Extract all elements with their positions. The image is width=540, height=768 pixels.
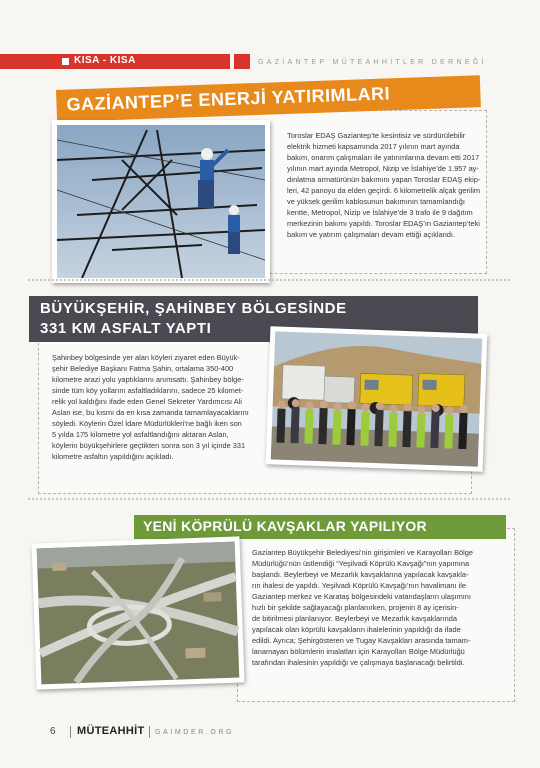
footer-divider [149,726,150,738]
article1-line: ve yüksek gerilim kablosunun bakımının tamamlandığı [287,197,465,206]
page-number: 6 [50,726,56,737]
article2-line: köylerin büyükşehirlere geçtikten sonra son 3 yıl içinde 331 [52,441,246,450]
section-header-bar [0,54,230,69]
article2-line: 5 yılda 175 kilometre yol asfaltlandığını aktaran Aslan, [52,430,229,439]
officials-with-trucks-image [266,326,488,471]
footer-divider [70,726,71,738]
article2-line: Şahinbey bölgesinde yer alan köyleri ziyaret eden Büyük- [52,353,240,362]
article3-line: lanamayan bölümlerin imalatları için Karayolları Bölge Müdürlüğü [252,647,465,656]
article2-line: relik yol kaldığını ifade eden Genel Sekreter Yardımcısı Ali [52,397,242,406]
article3-line: hızlı bir şekilde sağlayacağı planlanırken, projenin 8 ay içerisin- [252,603,459,612]
square-bullet-icon [62,58,69,65]
article3-body [252,547,473,668]
article2-line: kilometre asfaltın yapıldığını açıkladı. [52,452,174,461]
article1-line: elektrik hizmeti kapsamında 2017 yılının mart ayında [287,142,460,151]
electricians-on-pole-image [52,120,270,283]
section-divider [28,279,510,281]
article3-title: YENİ KÖPRÜLÜ KAVŞAKLAR YAPILIYOR [143,518,427,534]
article1-line: bakım ve yatırım çalışmaları devam ettiği açıklandı. [287,230,455,239]
article1-line: dınlatma armatürünün bakımını yapan Toroslar EDAŞ ekip- [287,175,481,184]
article2-line: söyledi. Köylerin Özel İdare Müdürlükleri’ne bağlı iken son [52,419,242,428]
article3-line: yapılacak olan köprülü kavşakların ihalelerinin yapıldığı da ifade [252,625,461,634]
article3-line: başlandı. Beylerbeyi ve Mezarlık kavşaklarına yapılacak kavşakla- [252,570,469,579]
header-separator-block [234,54,250,69]
article3-line: Müdürlüğü’nün üstlendiği “Yeşilvadi Köprülü Kavşağı”nın yapımına [252,559,470,568]
article3-line: Gaziantep Büyükşehir Belediyesi’nin girişimleri ve Karayolları Bölge [252,548,474,557]
article3-title-banner [134,515,506,539]
website-link[interactable]: GAIMDER.ORG [155,729,235,736]
magazine-name: MÜTEAHHİT [77,725,145,737]
article1-line: bakım, onarım çalışmaları ile yatırımlarına devam etti 2017 [287,153,480,162]
article1-body [287,130,480,240]
article2-photo [266,326,488,471]
article3-photo [32,536,245,689]
article1-title: GAZİANTEP’E ENERJİ YATIRIMLARI [66,83,391,115]
section-divider [28,498,510,500]
article1-line: kentte, Metropol, Nizip ve İslahiye’de 3 trafo ile 9 dağıtım [287,208,473,217]
article2-line: şehir Belediye Başkanı Fatma Şahin, ortalama 350-400 [52,364,234,373]
bridge-interchange-image [32,536,245,689]
article2-line: kilometre arazi yolu yaptıklarını anımsattı. Şahinbey bölge- [52,375,244,384]
article1-line: merkezinin bakımı yapıldı. Toroslar EDAŞ’ın Gaziantep’teki [287,219,480,228]
article1-line: Toroslar EDAŞ Gaziantep’te kesintisiz ve sürdürülebilir [287,131,466,140]
article2-line: Aslan ise, bu kısmı da en kısa zamanda tamamlayacaklarını [52,408,249,417]
section-label: KISA - KISA [74,55,136,66]
article1-line: yılının mart ayında Metropol, Nizip ve İslahiye’de 1.957 ay- [287,164,479,173]
article2-line: sinde tüm köy yollarını asfaltladıklarını, sadece 25 kilomet- [52,386,244,395]
article3-line: tarafından ihalesinin yapıldığı ve çalışmaya başlanacağı belirtildi. [252,658,465,667]
article1-photo [52,120,270,283]
article3-line: Gaziantep merkez ve Karataş bölgesindeki vatandaşların ulaşımını [252,592,471,601]
article3-line: de bitirilmesi planlanıyor. Beylerbeyi ve Mezarlık kavşaklarında [252,614,457,623]
article1-line: leri, 42 panoyu da elden geçirdi. 6 kilometrelik alçak gerilim [287,186,481,195]
article3-line: edildi. Ayrıca; Şehirgösteren ve Tugay Kavşakları arasında tamam- [252,636,471,645]
article2-body [52,352,249,462]
article2-title-line1: BÜYÜKŞEHİR, ŞAHİNBEY BÖLGESİNDE [40,300,347,317]
article2-title-line2: 331 KM ASFALT YAPTI [40,320,212,337]
organization-name: GAZİANTEP MÜTEAHHİTLER DERNEĞİ [258,59,487,66]
article3-line: rın ihalesi de yapıldı. Yeşilvadi Köprülü Kavşağı’nın havalimanı ile [252,581,467,590]
